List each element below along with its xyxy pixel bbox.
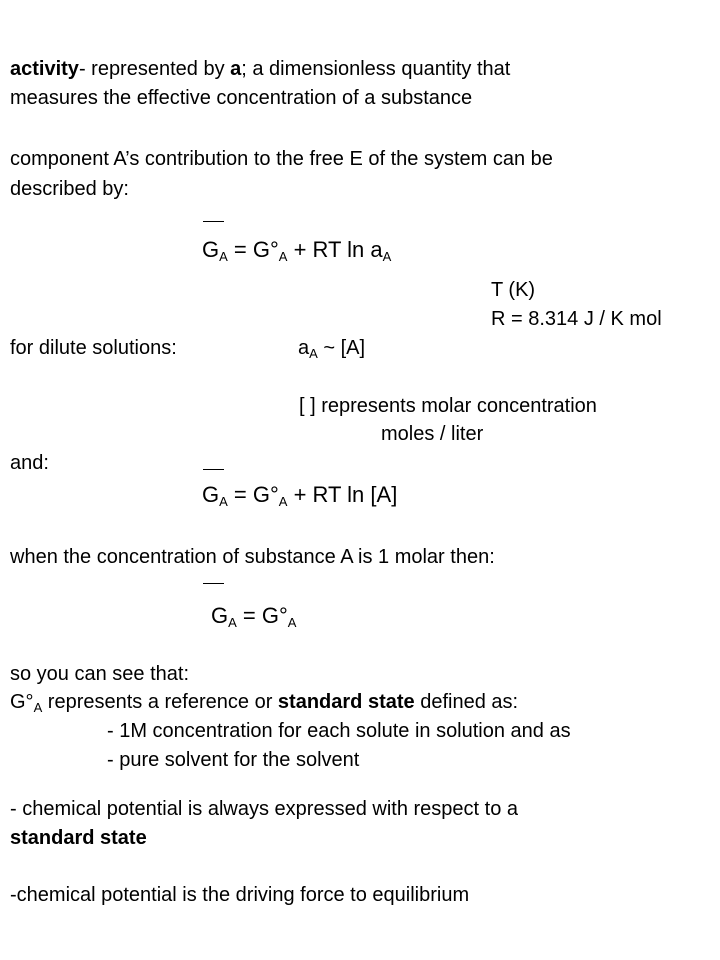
equation-chemical-potential-concentration: $G_A = G^\circ_A$ + RT ln [A] xyxy=(202,482,398,509)
standard-item-solute: - 1M concentration for each solute in solution and as xyxy=(107,720,571,742)
equation-chemical-potential-activity: $G_A = G^\circ_A$ + RT $\ln a_A$ xyxy=(202,237,392,264)
dilute-relation: $a_A$ ~ [A] xyxy=(298,337,366,361)
partial-molar-bar xyxy=(203,221,224,222)
activity-line-2: measures the effective concentration of a substance xyxy=(10,87,473,109)
standard-state-term: standard state xyxy=(277,691,415,713)
potential-line-1: - chemical potential is always expressed with respect to a xyxy=(10,798,519,820)
bracket-note: [ ] represents molar concentration xyxy=(299,395,597,417)
activity-term: activity xyxy=(10,58,79,80)
standard-item-solvent: - pure solvent for the solvent xyxy=(107,749,360,771)
component-line-1: component A’s contribution to the free E of the system can be xyxy=(10,148,553,170)
activity-symbol: a xyxy=(230,58,242,80)
standard-state-line: $G^\circ_A$ represents a reference or standard state defined as: xyxy=(10,691,519,715)
one-molar-statement: when the concentration of substance A is 1 molar then: xyxy=(10,546,495,568)
potential-line-2: standard state xyxy=(10,827,147,849)
equation-standard: $G_A = G^\circ_A$ xyxy=(211,603,297,630)
see-line: so you can see that: xyxy=(10,663,190,685)
note-temperature: T (K) xyxy=(491,279,536,301)
bracket-units: moles / liter xyxy=(381,423,484,445)
and-label: and: xyxy=(10,452,49,474)
partial-molar-bar xyxy=(203,583,224,584)
component-line-2: described by: xyxy=(10,178,129,200)
activity-line-1: activity- represented by a; a dimensionless quantity that xyxy=(10,58,511,80)
note-gas-constant: R = 8.314 J / K mol xyxy=(491,308,662,330)
partial-molar-bar xyxy=(203,469,224,470)
dilute-label: for dilute solutions: xyxy=(10,337,177,359)
potential-line-3: -chemical potential is the driving force to equilibrium xyxy=(10,884,470,906)
